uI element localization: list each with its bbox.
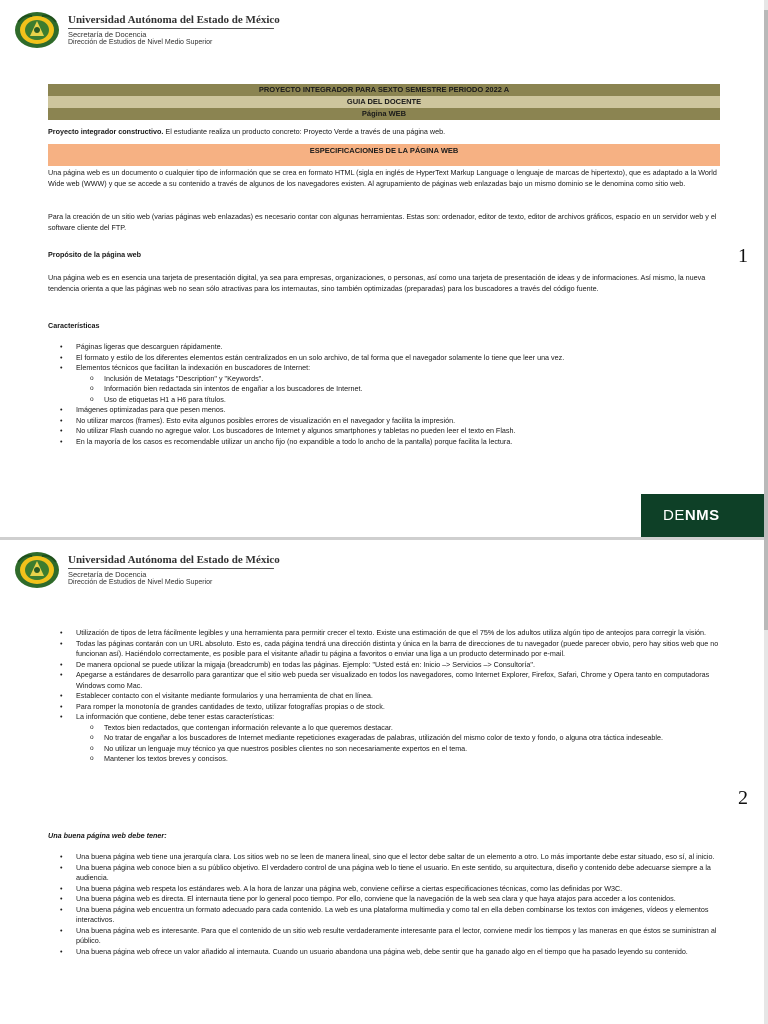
- list-item: • De manera opcional se puede utilizar la migaja (breadcrumb) en todas las páginas. Ejemplo: "Usted está en: Inicio –> Servicios –> Consultoría".: [48, 660, 720, 671]
- scrollbar-track[interactable]: [764, 0, 768, 1024]
- characteristics-list: [48, 342, 720, 447]
- list-item: • Una buena página web es directa. El internauta tiene por lo general poco tiempo. Por ello, conviene que la navegación de la web sea clara y que haya atajos para acceder a los contenidos.: [48, 894, 720, 905]
- list-item: • Apegarse a estándares de desarrollo para garantizar que el sitio web pueda ser visualizado en todos los navegadores, como Internet Explorer, Firefox, Safari, Chrome y Opera tanto en computadoras Windows como Mac.: [48, 670, 720, 691]
- logo-de-text: DE: [663, 507, 685, 524]
- web-page-title-band: Página WEB: [48, 108, 720, 120]
- project-description: [48, 126, 720, 137]
- list-item: • Una buena página web tiene una jerarquía clara. Los sitios web no se leen de manera lineal, sino que el lector debe saltar de un elemento a otro. Lo más importante debe estar situado, eso sí, al inicio.: [48, 852, 720, 863]
- list-item: • Una buena página web ofrece un valor añadido al internauta. Cuando un usuario abandona una página web, debe sentir que ha ganado algo en el tiempo que ha pasado leyendo su contenido.: [48, 947, 720, 958]
- university-crest-icon: [14, 10, 60, 50]
- list-item: • Utilización de tipos de letra fácilmente legibles y una herramienta para permitir crecer el texto. Existe una estimación de que el 75% de los adultos utiliza algún tipo de anteojos para corregir la visión.: [48, 628, 720, 639]
- list-item: o No utilizar un lenguaje muy técnico ya que nuestros posibles clientes no son necesariamente expertos en el tema.: [48, 744, 720, 755]
- project-title-band: PROYECTO INTEGRADOR PARA SEXTO SEMESTRE PERIODO 2022 A: [48, 84, 720, 96]
- paragraph-definition: Una página web es un documento o cualquier tipo de información que se crea en formato HTML (sigla en inglés de HyperText Markup Language o lenguaje de marcas de hipertexto), que es adaptado a la World Wide web (WWW) y que se accede a su contenido a través de algunos de los navegadores existen. Al agrupamiento de páginas web enlazadas bajo un mismo dominio se le denomina como sitio web.: [48, 168, 717, 188]
- list-item: • Una buena página web encuentra un formato adecuado para cada contenido. La web es una plataforma multimedia y como tal en ella deben combinarse los textos con imágenes, vídeos y elementos interactivos.: [48, 905, 720, 926]
- list-item: • No utilizar Flash cuando no agregue valor. Los buscadores de Internet y algunos smartphones y tabletas no pueden leer el texto en Flash.: [48, 426, 720, 437]
- good-page-list: [48, 852, 720, 957]
- paragraph-tools: Para la creación de un sitio web (varias páginas web enlazadas) es necesario contar con algunas herramientas. Estas son: ordenador, editor de texto, editor de archivos gráficos, espacio en un servidor web y el software cliente del FTP.: [48, 212, 717, 232]
- list-item: • Una buena página web es interesante. Para que el contenido de un sitio web resulte verdaderamente interesante para el lector, conviene medir los tiempos y las maneras en que éstos se suministran al público.: [48, 926, 720, 947]
- logo-accent-bar: [636, 494, 641, 538]
- list-item: • El formato y estilo de los diferentes elementos están centralizados en un solo archivo, de tal forma que el navegador solamente lo tiene que leer una vez.: [48, 353, 720, 364]
- list-item: • Establecer contacto con el visitante mediante formularios y una herramienta de chat en línea.: [48, 691, 720, 702]
- list-item: o Textos bien redactados, que contengan información relevante a lo que queremos destacar.: [48, 723, 720, 734]
- project-text: El estudiante realiza un producto concreto: Proyecto Verde a través de una página web.: [163, 127, 446, 136]
- secretaria-label: Secretaría de Docencia: [68, 570, 147, 579]
- header-divider: [68, 568, 274, 569]
- list-item: • En la mayoría de los casos es recomendable utilizar un ancho fijo (no expandible a todo lo ancho de la pantalla) porque facilita la lectura.: [48, 437, 720, 448]
- university-crest-icon: [14, 550, 60, 590]
- list-item: • No utilizar marcos (frames). Esto evita algunos posibles errores de visualización en el navegador y facilita la impresión.: [48, 416, 720, 427]
- list-item: • Elementos técnicos que facilitan la indexación en buscadores de Internet:: [48, 363, 720, 374]
- purpose-heading: Propósito de la página web: [48, 250, 142, 259]
- characteristics-heading: Características: [48, 321, 100, 330]
- direccion-label: Dirección de Estudios de Nivel Medio Superior: [68, 579, 213, 586]
- features-list: [48, 628, 720, 765]
- list-item: o Inclusión de Metatags "Description" y "Keywords".: [48, 374, 720, 385]
- page-number: 2: [738, 787, 748, 809]
- list-item: • Imágenes optimizadas para que pesen menos.: [48, 405, 720, 416]
- good-page-heading: Una buena página web debe tener:: [48, 831, 167, 840]
- list-item: • Todas las páginas contarán con un URL absoluto. Esto es, cada página tendrá una dirección distinta y única en la barra de direcciones de tu navegador (puede parecer obvio, pero hay sitios web que no funcionan así). Haciéndolo correctamente, es posible para el visitante añadir tu página a favoritos o enviar una liga a un producto determinado por e-mail.: [48, 639, 720, 660]
- header-divider: [68, 28, 274, 29]
- university-name: Universidad Autónoma del Estado de México: [68, 14, 280, 26]
- list-item: • Páginas ligeras que descarguen rápidamente.: [48, 342, 720, 353]
- list-item: • Una buena página web respeta los estándares web. A la hora de lanzar una página web, conviene ceñirse a ciertas especificaciones técnicas, como las definidas por W3C.: [48, 884, 720, 895]
- list-item: o Mantener los textos breves y concisos.: [48, 754, 720, 765]
- list-item: • La información que contiene, debe tener estas características:: [48, 712, 720, 723]
- document-page-2: [0, 540, 768, 1024]
- list-item: • Para romper la monotonía de grandes cantidades de texto, utilizar fotografías propias o de stock.: [48, 702, 720, 713]
- scrollbar-thumb[interactable]: [764, 10, 768, 630]
- secretaria-label: Secretaría de Docencia: [68, 30, 147, 39]
- project-label: Proyecto integrador constructivo.: [48, 127, 164, 136]
- paragraph-purpose: Una página web es en esencia una tarjeta de presentación digital, ya sea para empresas, organizaciones, o personas, así como una tarjeta de presentación de ideas y de informaciones. Así mismo, la nueva tendencia orienta a que las páginas web no sean sólo atractivas para los internautas, sino también optimizadas (preparadas) para los buscadores a través del código fuente.: [48, 273, 706, 293]
- list-item: o No tratar de engañar a los buscadores de Internet mediante repeticiones exageradas de palabras, utilización del mismo color de texto y fondo, o alguna otra táctica indeseable.: [48, 733, 720, 744]
- university-name: Universidad Autónoma del Estado de México: [68, 554, 280, 566]
- guide-title-band: GUIA DEL DOCENTE: [48, 96, 720, 108]
- list-item: • Una buena página web conoce bien a su público objetivo. El verdadero control de una página web lo tiene el usuario. En este sentido, su arquitectura, diseño y contenido debe adecuarse siempre a la audiencia.: [48, 863, 720, 884]
- denms-logo: [636, 494, 764, 538]
- direccion-label: Dirección de Estudios de Nivel Medio Superior: [68, 39, 213, 46]
- page-number: 1: [738, 245, 748, 267]
- specifications-heading: ESPECIFICACIONES DE LA PÁGINA WEB: [48, 144, 720, 166]
- list-item: o Uso de etiquetas H1 a H6 para títulos.: [48, 395, 720, 406]
- list-item: o Información bien redactada sin intentos de engañar a los buscadores de Internet.: [48, 384, 720, 395]
- logo-nms-text: NMS: [684, 507, 720, 524]
